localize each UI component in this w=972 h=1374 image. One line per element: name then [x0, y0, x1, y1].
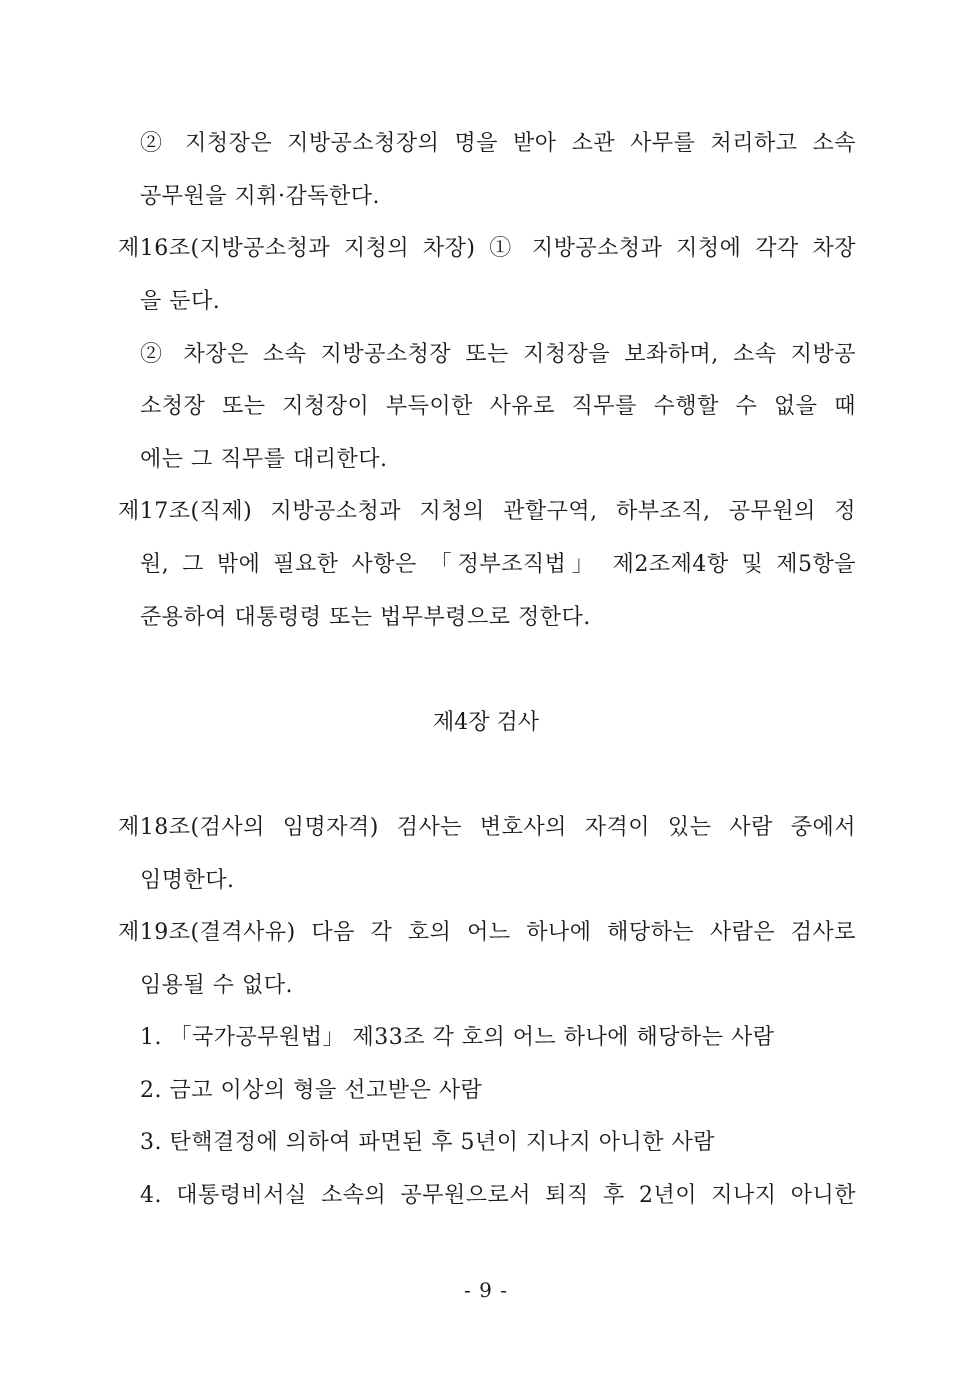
chapter-heading: 제4장 검사: [433, 710, 539, 735]
paragraph-line: 준용하여 대통령령 또는 법무부령으로 정한다.: [140, 605, 591, 630]
paragraph-line: 에는 그 직무를 대리한다.: [140, 447, 388, 472]
list-item: 3. 탄핵결정에 의하여 파면된 후 5년이 지나지 아니한 사람: [140, 1130, 715, 1155]
list-item: 1. 「국가공무원법」 제33조 각 호의 어느 하나에 해당하는 사람: [140, 1025, 775, 1050]
paragraph-line: 공무원을 지휘·감독한다.: [140, 184, 381, 209]
paragraph-line: ② 지청장은 지방공소청장의 명을 받아 소관 사무를 처리하고 소속: [140, 131, 856, 156]
article-17-heading-line: 제17조(직제) 지방공소청과 지청의 관할구역, 하부조직, 공무원의 정: [118, 499, 856, 524]
article-18-heading-line: 제18조(검사의 임명자격) 검사는 변호사의 자격이 있는 사람 중에서: [118, 815, 856, 840]
paragraph-line: ② 차장은 소속 지방공소청장 또는 지청장을 보좌하며, 소속 지방공: [140, 342, 856, 367]
article-19-heading-line: 제19조(결격사유) 다음 각 호의 어느 하나에 해당하는 사람은 검사로: [118, 920, 856, 945]
page-number: - 9 -: [464, 1278, 508, 1302]
paragraph-line: 원, 그 밖에 필요한 사항은 「정부조직법」 제2조제4항 및 제5항을: [140, 552, 856, 577]
paragraph-line: 을 둔다.: [140, 289, 221, 314]
list-item: 2. 금고 이상의 형을 선고받은 사람: [140, 1078, 483, 1103]
paragraph-line: 임용될 수 없다.: [140, 973, 293, 998]
paragraph-line: 임명한다.: [140, 868, 235, 893]
article-16-heading-line: 제16조(지방공소청과 지청의 차장) ① 지방공소청과 지청에 각각 차장: [118, 236, 856, 261]
list-item: 4. 대통령비서실 소속의 공무원으로서 퇴직 후 2년이 지나지 아니한: [140, 1183, 856, 1208]
paragraph-line: 소청장 또는 지청장이 부득이한 사유로 직무를 수행할 수 없을 때: [140, 394, 856, 419]
